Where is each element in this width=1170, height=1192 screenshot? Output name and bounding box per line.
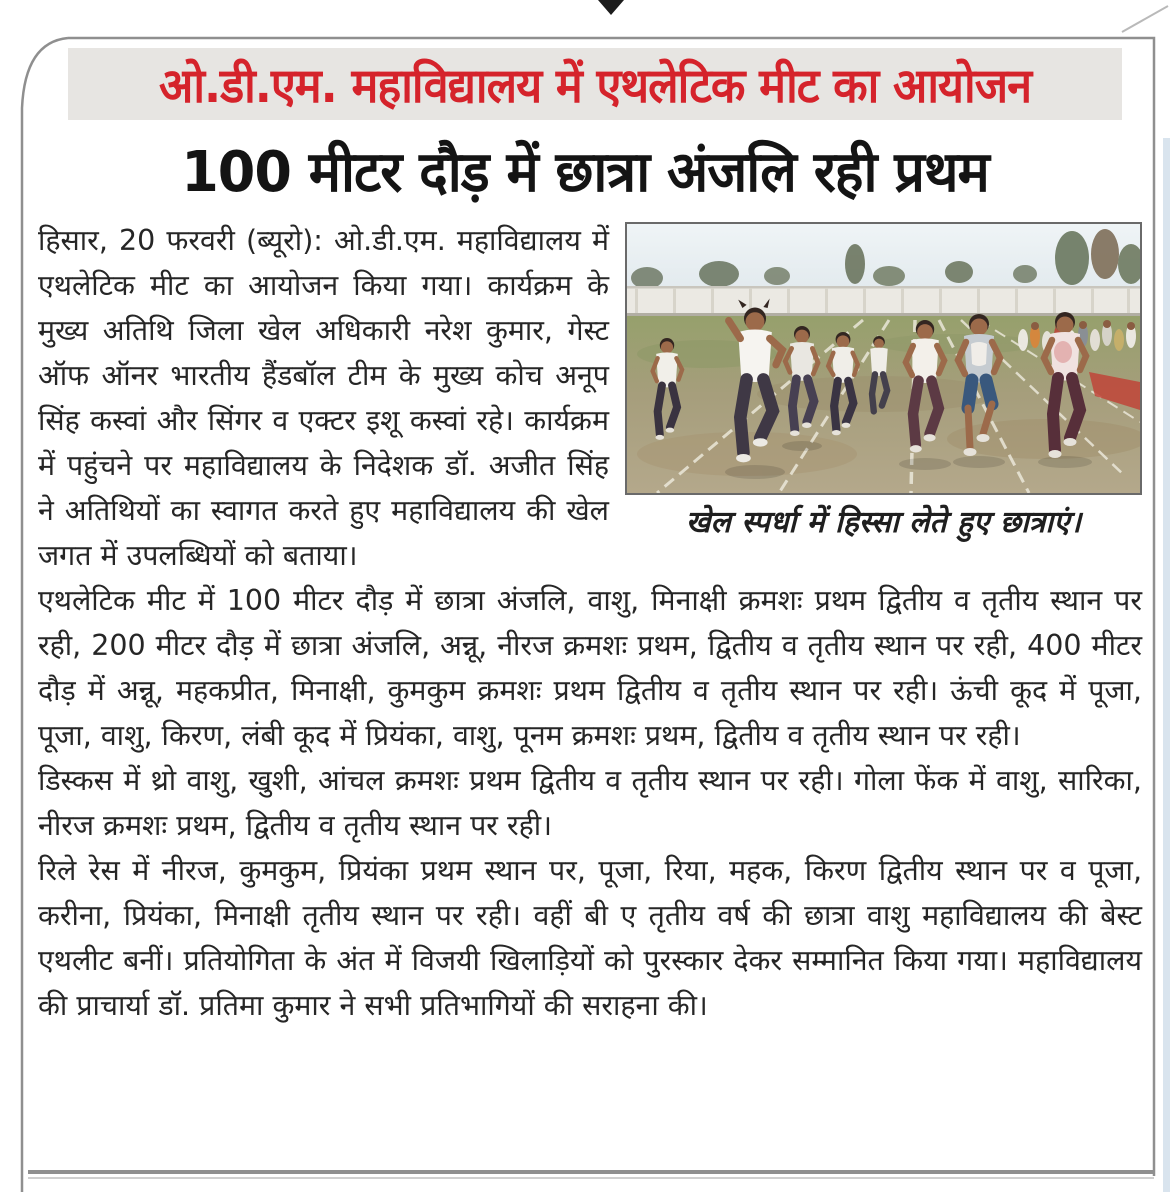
article-body xyxy=(38,218,1142,1028)
paragraph-intro: हिसार, 20 फरवरी (ब्यूरो): ओ.डी.एम. महाविद्यालय में एथलेटिक मीट का आयोजन किया गया। कार्यक्रम के मुख्य अतिथि जिला खेल अधिकारी नरेश कुमार, गेस्ट ऑफ ऑनर भारतीय हैंडबॉल टीम के मुख्य कोच अनूप सिंह कस्वां और सिंगर व एक्टर इशू कस्वां रहे। कार्यक्रम में पहुंचने पर महाविद्यालय के निदेशक डॉ. अजीत सिंह ने अतिथियों का स्वागत करते हुए महाविद्यालय की खेल जगत में उपलब्धियों को बताया। xyxy=(38,224,609,572)
news-photo xyxy=(625,222,1142,543)
race-photo-scene xyxy=(627,224,1140,493)
photo-illustration xyxy=(625,222,1142,495)
paragraph-relay-and-closing: रिले रेस में नीरज, कुमकुम, प्रियंका प्रथम स्थान पर, पूजा, रिया, महक, किरण द्वितीय स्थान पर व पूजा, करीना, प्रियंका, मिनाक्षी तृतीय स्थान पर रही। वहीं बी ए तृतीय वर्ष की छात्रा वाशु महाविद्यालय की बेस्ट एथलीट बनीं। प्रतियोगिता के अंत में विजयी खिलाड़ियों को पुरस्कार देकर सम्मानित किया गया। महाविद्यालय की प्राचार्या डॉ. प्रतिमा कुमार ने सभी प्रतिभागियों की सराहना की। xyxy=(38,854,1142,1022)
headline-band xyxy=(68,48,1122,120)
paragraph-throw-results: डिस्कस में थ्रो वाशु, खुशी, आंचल क्रमशः प्रथम द्वितीय व तृतीय स्थान पर रही। गोला फेंक में वाशु, सारिका, नीरज क्रमशः प्रथम, द्वितीय व तृतीय स्थान पर रही। xyxy=(38,764,1142,842)
headline: ओ.डी.एम. महाविद्यालय में एथलेटिक मीट का आयोजन xyxy=(158,56,1032,114)
photo-caption: खेल स्पर्धा में हिस्सा लेते हुए छात्राएं। xyxy=(685,505,1082,540)
page-fold-mark-icon xyxy=(598,0,624,15)
adjacent-column-sliver xyxy=(1163,138,1170,1192)
boundary-wall xyxy=(627,286,1140,316)
paragraph-track-results: एथलेटिक मीट में 100 मीटर दौड़ में छात्रा अंजलि, वाशु, मिनाक्षी क्रमशः प्रथम द्वितीय व तृतीय स्थान पर रही, 200 मीटर दौड़ में छात्रा अंजलि, अन्नू, नीरज क्रमशः प्रथम, द्वितीय व तृतीय स्थान पर रही, 400 मीटर दौड़ में अन्नू, महकप्रीत, मिनाक्षी, कुमकुम क्रमशः प्रथम द्वितीय व तृतीय स्थान पर रही। ऊंची कूद में पूजा, पूजा, वाशु, किरण, लंबी कूद में प्रियंका, वाशु, पूनम क्रमशः प्रथम, द्वितीय व तृतीय स्थान पर रही। xyxy=(38,584,1142,752)
subheadline: 100 मीटर दौड़ में छात्रा अंजलि रही प्रथम xyxy=(181,138,989,205)
